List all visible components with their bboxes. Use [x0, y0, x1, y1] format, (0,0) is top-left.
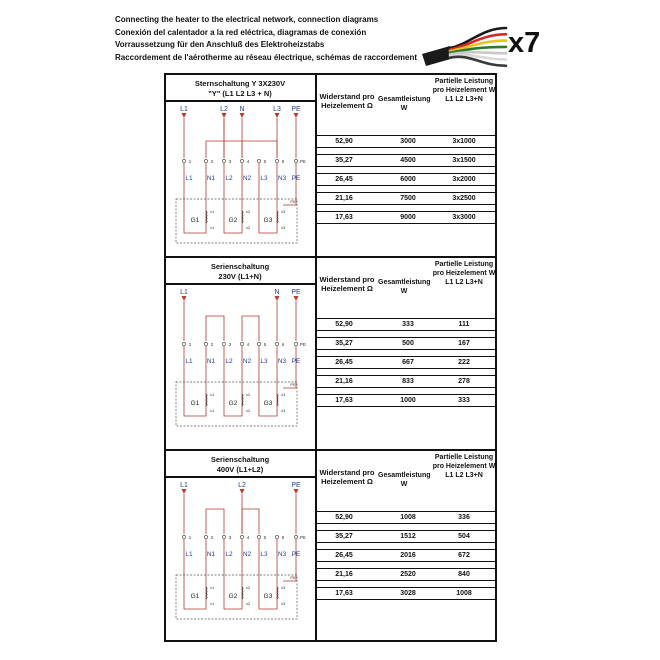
supply-label: L1 — [180, 482, 188, 489]
terminal-number: 1 — [188, 342, 192, 347]
element-loop — [259, 408, 277, 416]
terminal-row-label: N2 — [242, 358, 252, 365]
table-cell: 2016 — [400, 552, 416, 559]
supply-arrow-icon — [275, 113, 280, 118]
coil-label: x2 — [246, 209, 251, 214]
coil-label: x2 — [246, 408, 251, 413]
terminal-icon — [257, 342, 260, 345]
table-cell: 26,45 — [335, 359, 353, 366]
terminal-row-label: N3 — [277, 175, 287, 182]
table-cell: 3x3000 — [452, 214, 476, 221]
title-rule — [164, 283, 316, 285]
coil-label: x2 — [246, 601, 251, 606]
table-cell: 21,16 — [335, 378, 353, 385]
terminal-pe-label: PE — [299, 159, 307, 164]
supply-arrow-icon — [222, 113, 227, 118]
table-cell: 3x1500 — [452, 157, 476, 164]
coil-label: x3 — [281, 392, 286, 397]
terminal-number: 6 — [281, 159, 285, 164]
table-cell: 3x2500 — [452, 195, 476, 202]
terminal-number: 4 — [246, 342, 250, 347]
terminal-number: 2 — [210, 342, 214, 347]
pe-small-label: PE — [290, 575, 296, 580]
table-cell: 840 — [458, 571, 470, 578]
terminal-row-label: N3 — [277, 358, 287, 365]
terminal-number: 4 — [246, 159, 250, 164]
terminal-icon — [240, 159, 243, 162]
terminal-number: 3 — [228, 342, 232, 347]
header-line-es: Conexión del calentador a la red eléctrica, diagramas de conexión — [115, 27, 367, 37]
terminal-row-label: PE — [291, 175, 301, 182]
coil-label: x1 — [210, 392, 215, 397]
terminal-number: 5 — [263, 535, 267, 540]
heating-element-label: G2 — [228, 400, 238, 407]
table-cell: 333 — [402, 321, 414, 328]
terminal-icon — [257, 159, 260, 162]
cable-icon — [420, 24, 510, 74]
terminal-icon — [275, 342, 278, 345]
table-cell: 1512 — [400, 533, 416, 540]
terminal-icon — [182, 535, 185, 538]
table-header-partial: Partielle Leistung pro Heizelement W L1 L2 L3+N — [432, 261, 496, 286]
terminal-row-label: N1 — [206, 358, 216, 365]
table-header-partial: Partielle Leistung pro Heizelement W L1 L2 L3+N — [432, 454, 496, 479]
terminal-number: 2 — [210, 535, 214, 540]
supply-arrow-icon — [294, 296, 299, 301]
table-cell: 7500 — [400, 195, 416, 202]
terminal-pe-label: PE — [299, 342, 307, 347]
section-divider-2 — [164, 449, 497, 451]
table-cell: 6000 — [400, 176, 416, 183]
terminal-icon — [222, 159, 225, 162]
terminal-number: 6 — [281, 342, 285, 347]
table-cell: 26,45 — [335, 176, 353, 183]
wiring-diagram — [166, 286, 314, 447]
table-cell: 504 — [458, 533, 470, 540]
table-header-resistance: Widerstand pro Heizelement Ω — [319, 92, 375, 110]
neutral-bridge — [206, 141, 277, 158]
supply-label: N — [239, 106, 245, 113]
coil-label: x2 — [246, 585, 251, 590]
header-line-en: Connecting the heater to the electrical network, connection diagrams — [115, 15, 379, 24]
table-cell: 17,63 — [335, 397, 353, 404]
supply-label: N — [274, 289, 280, 296]
section-title: Serienschaltung 230V (L1+N) — [210, 262, 270, 281]
supply-label: L1 — [180, 289, 188, 296]
table-cell: 2520 — [400, 571, 416, 578]
element-loop — [224, 408, 242, 416]
terminal-icon — [222, 535, 225, 538]
cable-count: x7 — [508, 27, 541, 59]
terminal-row-label: N2 — [242, 551, 252, 558]
coil-label: x2 — [246, 225, 251, 230]
element-loop — [184, 225, 206, 233]
terminal-number: 1 — [188, 535, 192, 540]
element-loop — [224, 225, 242, 233]
series-bridge — [242, 509, 259, 534]
coil-label: x1 — [210, 225, 215, 230]
terminal-row-label: N2 — [242, 175, 252, 182]
terminal-number: 5 — [263, 342, 267, 347]
table-cell: 3x1000 — [452, 138, 476, 145]
heating-element-label: G3 — [263, 593, 273, 600]
table-cell: 333 — [458, 397, 470, 404]
terminal-number: 1 — [188, 159, 192, 164]
table-cell: 167 — [458, 340, 470, 347]
table-cell: 35,27 — [335, 533, 353, 540]
terminal-row-label: L1 — [185, 358, 193, 365]
terminal-icon — [294, 535, 297, 538]
table-cell: 21,16 — [335, 195, 353, 202]
terminal-row-label: N1 — [206, 175, 216, 182]
table-cell: 3028 — [400, 590, 416, 597]
element-loop — [184, 601, 206, 609]
terminal-row-label: L3 — [260, 175, 268, 182]
supply-label: L1 — [180, 106, 188, 113]
wiring-diagram — [166, 479, 314, 638]
heating-element-label: G1 — [190, 217, 200, 224]
terminal-row-label: N1 — [206, 551, 216, 558]
terminal-number: 5 — [263, 159, 267, 164]
table-cell: 52,90 — [335, 514, 353, 521]
coil-label: x1 — [210, 585, 215, 590]
section-divider-1 — [164, 256, 497, 258]
terminal-icon — [294, 342, 297, 345]
table-cell: 3000 — [400, 138, 416, 145]
section-title: Sternschaltung Y 3X230V "Y" (L1 L2 L3 + N) — [194, 79, 286, 98]
heating-element-label: G3 — [263, 217, 273, 224]
table-header-resistance: Widerstand pro Heizelement Ω — [319, 468, 375, 486]
section-title: Serienschaltung 400V (L1+L2) — [210, 455, 270, 474]
table-cell: 500 — [402, 340, 414, 347]
table-header-total: Gesamtleistung W — [378, 96, 431, 112]
coil-label: x1 — [210, 408, 215, 413]
terminal-icon — [182, 159, 185, 162]
table-cell: 17,63 — [335, 590, 353, 597]
pe-small-label: PE — [290, 382, 296, 387]
coil-label: x3 — [281, 408, 286, 413]
supply-label: L3 — [273, 106, 281, 113]
element-loop — [224, 601, 242, 609]
table-header-total: Gesamtleistung W — [378, 472, 431, 488]
element-loop — [259, 225, 277, 233]
table-cell: 222 — [458, 359, 470, 366]
coil-label: x3 — [281, 601, 286, 606]
table-cell: 1008 — [400, 514, 416, 521]
terminal-row-label: L1 — [185, 175, 193, 182]
title-rule — [164, 476, 316, 478]
supply-arrow-icon — [275, 296, 280, 301]
terminal-number: 3 — [228, 159, 232, 164]
coil-label: x1 — [210, 601, 215, 606]
supply-arrow-icon — [240, 489, 245, 494]
element-loop — [184, 408, 206, 416]
terminal-row-label: PE — [291, 358, 301, 365]
terminal-icon — [182, 342, 185, 345]
terminal-row-label: L2 — [225, 551, 233, 558]
terminal-number: 2 — [210, 159, 214, 164]
table-cell: 35,27 — [335, 340, 353, 347]
table-cell: 26,45 — [335, 552, 353, 559]
supply-arrow-icon — [240, 113, 245, 118]
terminal-icon — [204, 342, 207, 345]
heating-element-label: G1 — [190, 400, 200, 407]
coil-label: x1 — [210, 209, 215, 214]
terminal-number: 3 — [228, 535, 232, 540]
table-cell: 667 — [402, 359, 414, 366]
header-line-fr: Raccordement de l'aérotherme au réseau électrique, schémas de raccordement — [115, 52, 418, 62]
table-cell: 833 — [402, 378, 414, 385]
terminal-icon — [275, 535, 278, 538]
supply-label: L2 — [220, 106, 228, 113]
table-cell: 52,90 — [335, 138, 353, 145]
wiring-diagram — [166, 103, 314, 254]
supply-label: L2 — [238, 482, 246, 489]
header-line-de: Vorraussetzung für den Anschluß des Elektroheizstabs — [115, 40, 325, 49]
supply-arrow-icon — [294, 489, 299, 494]
title-rule — [164, 100, 316, 102]
pe-small-label: PE — [290, 199, 296, 204]
table-cell: 336 — [458, 514, 470, 521]
table-cell: 1000 — [400, 397, 416, 404]
table-header-resistance: Widerstand pro Heizelement Ω — [319, 275, 375, 293]
supply-label: PE — [291, 482, 301, 489]
terminal-row-label: L2 — [225, 175, 233, 182]
terminal-icon — [222, 342, 225, 345]
series-bridge — [242, 316, 259, 341]
terminal-row-label: N3 — [277, 551, 287, 558]
supply-arrow-icon — [182, 296, 187, 301]
terminal-row-label: PE — [291, 551, 301, 558]
terminal-row-label: L2 — [225, 358, 233, 365]
table-cell: 35,27 — [335, 157, 353, 164]
terminal-icon — [204, 159, 207, 162]
terminal-icon — [257, 535, 260, 538]
heating-element-label: G2 — [228, 593, 238, 600]
heating-element-label: G2 — [228, 217, 238, 224]
terminal-number: 4 — [246, 535, 250, 540]
table-cell: 1008 — [456, 590, 472, 597]
supply-label: PE — [291, 289, 301, 296]
heating-element-label: G1 — [190, 593, 200, 600]
table-cell: 672 — [458, 552, 470, 559]
terminal-icon — [204, 535, 207, 538]
supply-arrow-icon — [182, 489, 187, 494]
table-cell: 4500 — [400, 157, 416, 164]
terminal-row-label: L3 — [260, 551, 268, 558]
terminal-icon — [275, 159, 278, 162]
header-block — [115, 14, 418, 64]
table-cell: 17,63 — [335, 214, 353, 221]
terminal-pe-label: PE — [299, 535, 307, 540]
series-bridge — [206, 509, 224, 534]
table-cell: 9000 — [400, 214, 416, 221]
terminal-number: 6 — [281, 535, 285, 540]
supply-arrow-icon — [294, 113, 299, 118]
coil-label: x3 — [281, 585, 286, 590]
coil-label: x3 — [281, 209, 286, 214]
supply-arrow-icon — [182, 113, 187, 118]
coil-label: x3 — [281, 225, 286, 230]
table-cell: 278 — [458, 378, 470, 385]
table-cell: 52,90 — [335, 321, 353, 328]
table-header-partial: Partielle Leistung pro Heizelement W L1 L2 L3+N — [432, 78, 496, 103]
terminal-row-label: L3 — [260, 358, 268, 365]
heating-element-label: G3 — [263, 400, 273, 407]
terminal-icon — [240, 535, 243, 538]
coil-label: x2 — [246, 392, 251, 397]
table-cell: 3x2000 — [452, 176, 476, 183]
terminal-icon — [294, 159, 297, 162]
table-header-total: Gesamtleistung W — [378, 279, 431, 295]
table-cell: 111 — [458, 321, 470, 328]
terminal-row-label: L1 — [185, 551, 193, 558]
element-loop — [259, 601, 277, 609]
table-cell: 21,16 — [335, 571, 353, 578]
terminal-icon — [240, 342, 243, 345]
series-bridge — [206, 316, 224, 341]
supply-label: PE — [291, 106, 301, 113]
